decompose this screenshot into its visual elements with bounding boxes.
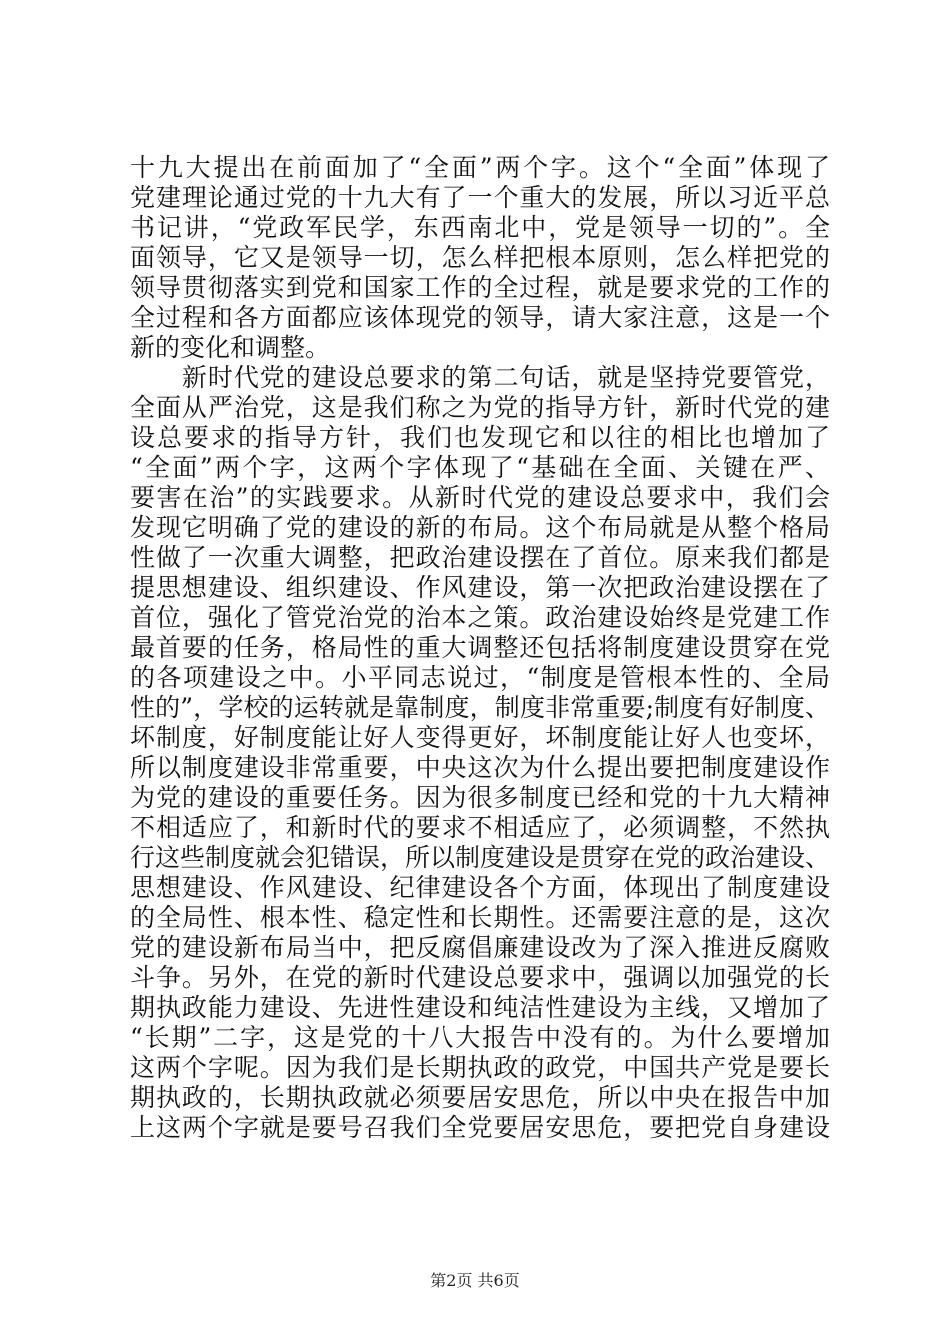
text-line: 性的”，学校的运转就是靠制度，制度非常重要;制度有好制度、 [130,693,830,722]
text-line: 不相适应了，和新时代的要求不相适应了，必须调整，不然执 [130,813,830,842]
text-line: 期执政的，长期执政就必须要居安思危，所以中央在报告中加 [130,1083,830,1112]
text-line: 党建理论通过党的十九大有了一个重大的发展，所以习近平总 [130,183,830,212]
text-line: 全面从严治党，这是我们称之为党的指导方针，新时代党的建 [130,393,830,422]
text-line: 为党的建设的重要任务。因为很多制度已经和党的十九大精神 [130,783,830,812]
text-line: 坏制度，好制度能让好人变得更好，坏制度能让好人也变坏， [130,723,830,752]
text-line: 设总要求的指导方针，我们也发现它和以往的相比也增加了 [130,423,830,452]
text-line: 十九大提出在前面加了“全面”两个字。这个“全面”体现了 [130,153,830,182]
text-line: 所以制度建设非常重要，中央这次为什么提出要把制度建设作 [130,753,830,782]
text-line: 要害在治”的实践要求。从新时代党的建设总要求中，我们会 [130,483,830,512]
text-line: 斗争。另外，在党的新时代建设总要求中，强调以加强党的长 [130,963,830,992]
text-line: 新时代党的建设总要求的第二句话，就是坚持党要管党， [130,363,830,392]
text-line: 面领导，它又是领导一切，怎么样把根本原则，怎么样把党的 [130,243,830,272]
text-line: 书记讲，“党政军民学，东西南北中，党是领导一切的”。全 [130,213,830,242]
body-text [130,153,830,1143]
text-line: 新的变化和调整。 [130,333,331,362]
text-line: 这两个字呢。因为我们是长期执政的政党，中国共产党是要长 [130,1053,830,1082]
text-line: 领导贯彻落实到党和国家工作的全过程，就是要求党的工作的 [130,273,830,302]
text-line: “全面”两个字，这两个字体现了“基础在全面、关键在严、 [130,453,830,482]
text-line: 期执政能力建设、先进性建设和纯洁性建设为主线，又增加了 [130,993,830,1022]
text-line: 的各项建设之中。小平同志说过，“制度是管根本性的、全局 [130,663,830,692]
page-number-label: 第2页 共6页 [430,1271,520,1290]
text-line: 发现它明确了党的建设的新的布局。这个布局就是从整个格局 [130,513,830,542]
text-line: 行这些制度就会犯错误，所以制度建设是贯穿在党的政治建设、 [130,843,830,872]
text-line: 提思想建设、组织建设、作风建设，第一次把政治建设摆在了 [130,573,830,602]
text-line: 的全局性、根本性、稳定性和长期性。还需要注意的是，这次 [130,903,830,932]
text-line: 性做了一次重大调整，把政治建设摆在了首位。原来我们都是 [130,543,830,572]
text-line: 首位，强化了管党治党的治本之策。政治建设始终是党建工作 [130,603,830,632]
text-line: 思想建设、作风建设、纪律建设各个方面，体现出了制度建设 [130,873,830,902]
text-line: 全过程和各方面都应该体现党的领导，请大家注意，这是一个 [130,303,830,332]
text-line: 最首要的任务，格局性的重大调整还包括将制度建设贯穿在党 [130,633,830,662]
text-line: 党的建设新布局当中，把反腐倡廉建设改为了深入推进反腐败 [130,933,830,962]
text-line: “长期”二字，这是党的十八大报告中没有的。为什么要增加 [130,1023,830,1052]
text-line: 上这两个字就是要号召我们全党要居安思危，要把党自身建设 [130,1113,830,1142]
page-footer [0,1271,950,1291]
